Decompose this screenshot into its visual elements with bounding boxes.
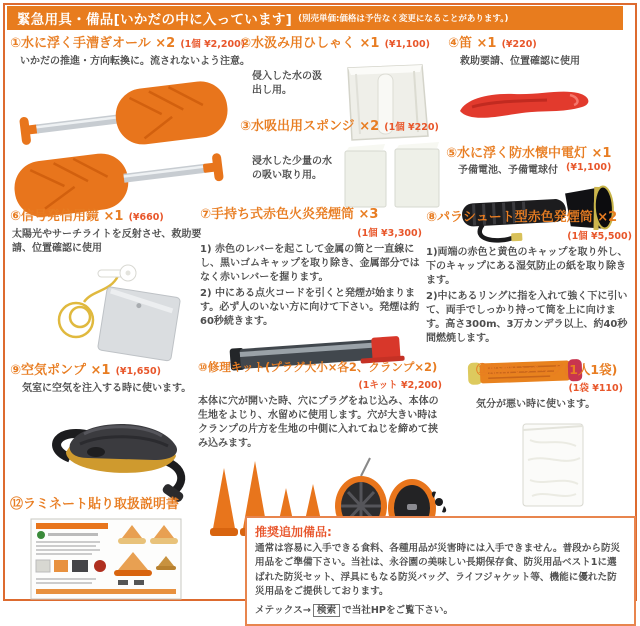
item-title: ②水汲み用ひしゃく ×1 [240, 36, 380, 51]
item-title: ⑥信号発信用鏡 ×1 [10, 209, 124, 224]
item-title: ③水吸出用スポンジ ×2 [240, 119, 380, 134]
item-title: ⑧パラシュート型赤色発煙筒 ×2 [426, 210, 618, 225]
seasick-bag-image [518, 416, 588, 512]
recommended-additions-box [245, 516, 636, 626]
search-button-graphic: 検索 [313, 604, 340, 618]
item-title: ⑩修理キット(プラグ大小×各2、クランプ×2) [198, 360, 438, 374]
item-air-pump [10, 360, 225, 508]
item-price: (¥1,100) [566, 161, 612, 173]
item-title: ①水に浮く手漕ぎオール ×2 [10, 36, 176, 51]
item-price: (¥1,650) [115, 366, 161, 377]
item-desc: いかだの推進・方向転換に。流されないよう注意。 [20, 55, 250, 67]
item-desc: 浸水した少量の水の吸い取り用。 [252, 155, 332, 181]
item-signal-mirror [10, 206, 222, 364]
item-title: ⑫ラミネート貼り取扱説明書 [10, 497, 180, 512]
item-desc-step1: 1)両端の赤色と黄色のキャップを取り外し、下のキャップにある湿気防止の紙を取り除きます。 [426, 246, 628, 286]
laminated-manual-image [30, 518, 182, 600]
item-desc: 太陽光やサーチライトを反射させ、救助要請、位置確認に使用 [12, 228, 202, 254]
item-desc: 気室に空気を注入する時に使います。 [22, 382, 192, 394]
item-title: ④笛 ×1 [448, 36, 497, 51]
item-price: (¥660) [128, 212, 164, 223]
item-price: (1個 ¥3,300) [357, 227, 422, 239]
oars-image [12, 81, 232, 209]
item-hand-flare [200, 204, 422, 375]
item-price: (1個 ¥2,200) [180, 39, 246, 50]
header-price-note: (別売単価:価格は予告なく変更になることがあります。) [298, 14, 509, 24]
item-title: ⑪船酔いバッグ(1人1袋) [476, 362, 618, 377]
recommend-title: 推奨追加備品: [255, 525, 332, 539]
search-line-prefix: メテックス→ [255, 604, 311, 616]
recommend-body: 通常は容易に入手できる食料、各種用品が災害時には入手できません。普段から防災用品をご準備下さい。当社は、永谷園の美味しい長期保存食、防災用品ベスト1に選ばれた防災セット、浮具にもなる防災バッグ、ライフジャケット等、機能に優れた防災用品をご提供しております。 [255, 543, 621, 598]
item-title: ⑤水に浮く防水懐中電灯 ×1 [446, 146, 612, 161]
item-price: (1袋 ¥110) [568, 383, 623, 395]
air-pump-image [30, 400, 205, 504]
item-price: (1個 ¥220) [384, 122, 439, 133]
item-price: (¥1,100) [384, 39, 430, 50]
whistle-image [452, 77, 602, 129]
item-oars [10, 33, 250, 209]
item-desc-step1: 1) 赤色のレバーを起こして金属の筒と一直線にし、黒いゴムキャップを取り除き、金属部分ではなく赤いレバーを握ります。 [200, 243, 420, 283]
item-desc-step2: 2)中にあるリングに指を入れて強く下に引いて、両手でしっかり持って筒を上に向けます。高さ300m、3万カンデラ以上、約40秒間燃焼します。 [426, 290, 628, 344]
header-bar [7, 6, 623, 30]
item-desc: 気分が悪い時に使います。 [476, 398, 596, 410]
sponges-image [337, 139, 445, 211]
item-seasick-bag [476, 360, 633, 516]
search-line-suffix: で当社HPをご覧下さい。 [342, 604, 454, 616]
item-desc: 侵入した水の汲出し用。 [252, 70, 322, 96]
item-desc: 本体に穴が開いた時、穴にプラグをねじ込み、本体の生地をよじり、水留めに使用します。穴が大きい時はクランプの片方を生地の中側に入れてねじを締めて挟み込みます。 [198, 395, 439, 449]
item-price: (1キット ¥2,200) [358, 380, 442, 392]
item-desc: 予備電池、予備電球付 [458, 164, 558, 176]
item-price: (¥220) [501, 39, 537, 50]
item-price: (1個 ¥5,500) [567, 230, 632, 242]
item-laminated-manual [10, 494, 240, 604]
item-desc-step2: 2) 中にある点火コードを引くと発煙が始まります。必ず人のいない方に向けて下さい。発煙は約60秒続きます。 [200, 287, 420, 327]
item-title: ⑨空気ポンプ ×1 [10, 363, 111, 378]
signal-mirror-image [40, 262, 200, 360]
page-title: 緊急用具・備品[いかだの中に入っています] [17, 12, 293, 28]
recommend-search-line [255, 602, 626, 618]
item-desc: 救助要請、位置確認に使用 [460, 55, 580, 67]
item-title: ⑦手持ち式赤色火炎発煙筒 ×3 [200, 207, 379, 222]
item-whistle [448, 33, 632, 133]
item-sponges [240, 116, 445, 211]
